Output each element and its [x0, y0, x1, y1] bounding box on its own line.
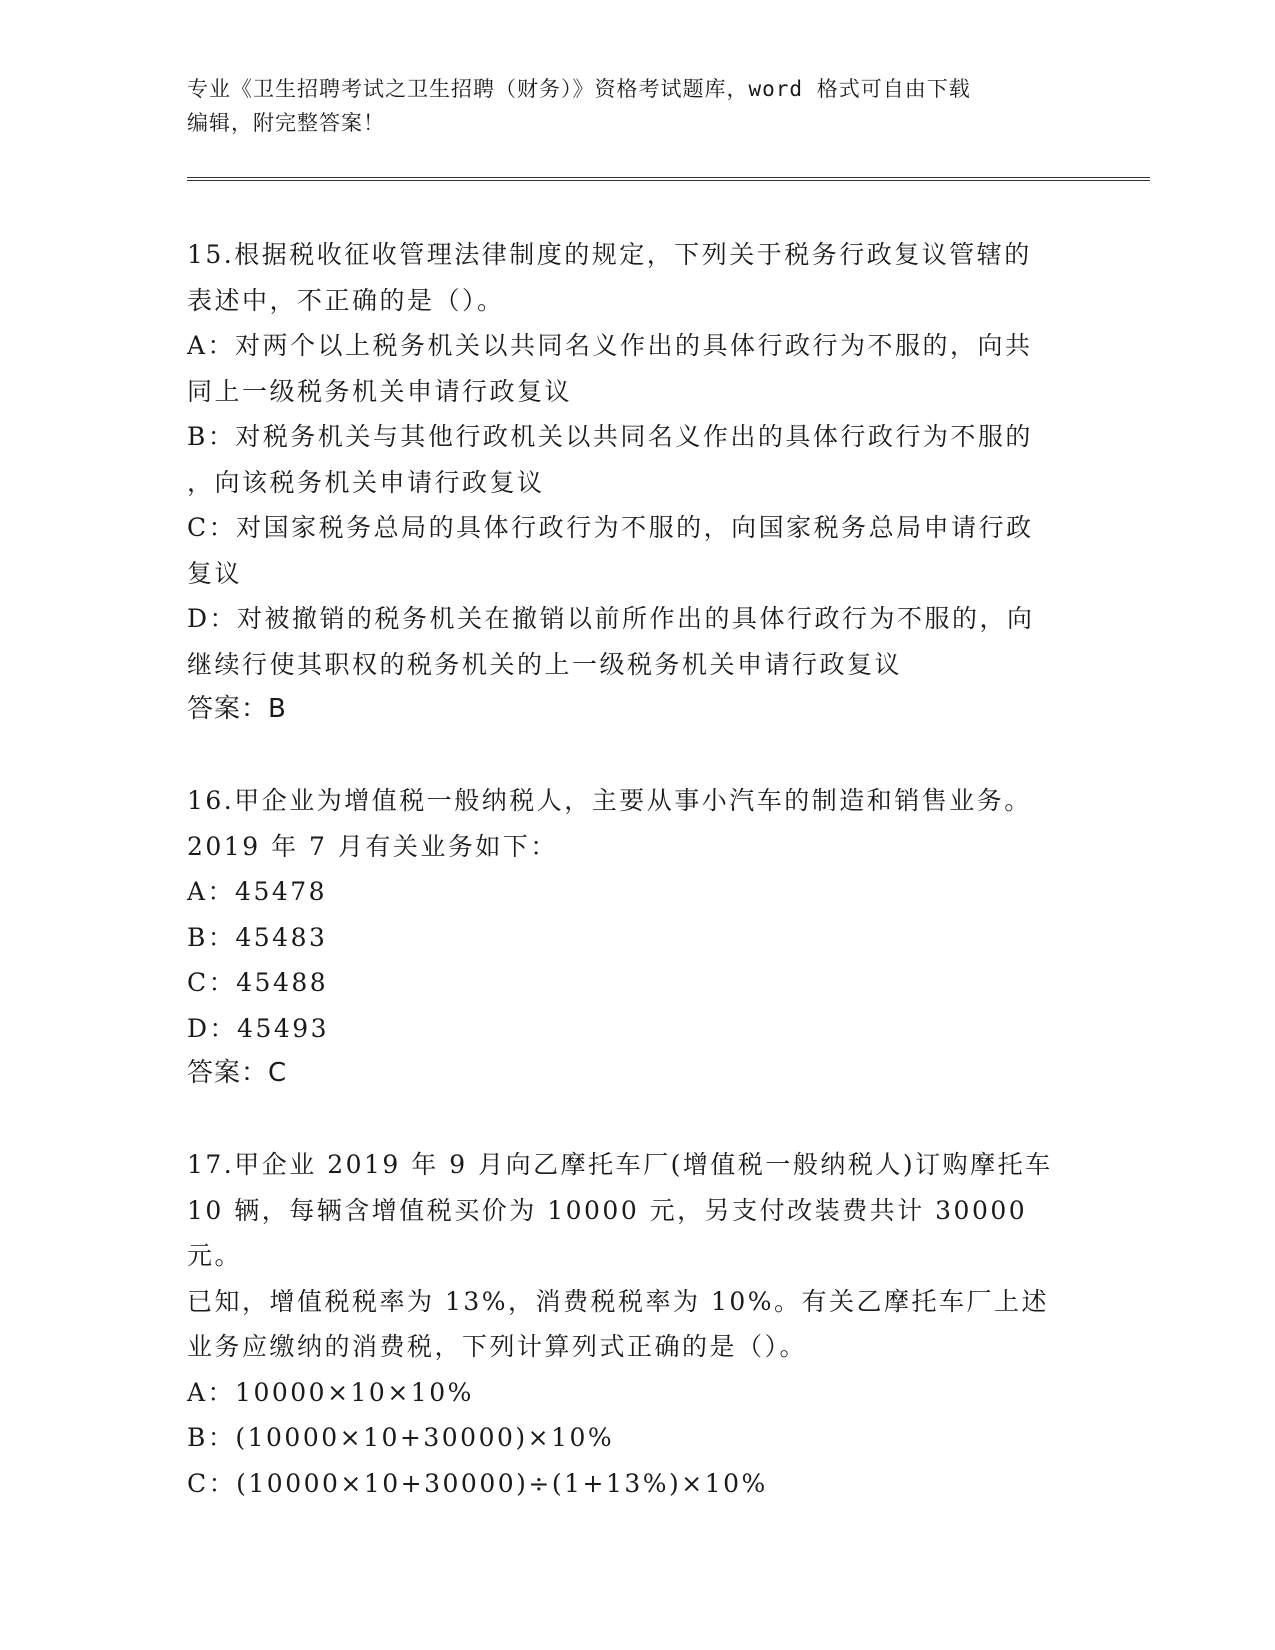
- option-b-line: B：45483: [187, 922, 328, 952]
- answer-label: 答案：B: [187, 694, 287, 724]
- question-stem-line: 2019 年 7 月有关业务如下：: [187, 831, 558, 861]
- question-16: [187, 778, 1087, 1097]
- header-divider: [187, 177, 1150, 181]
- option-c-line: C：45488: [187, 968, 329, 997]
- option-a-line: 同上一级税务机关申请行政复议: [187, 376, 573, 406]
- question-list: [187, 232, 1087, 1506]
- option-b-line: ，向该税务机关申请行政复议: [187, 467, 545, 497]
- option-a-line: A：45478: [187, 877, 328, 906]
- option-b-line: B：对税务机关与其他行政机关以共同名义作出的具体行政行为不服的: [187, 422, 1033, 451]
- question-stem-line: 17.甲企业 2019 年 9 月向乙摩托车厂(增值税一般纳税人)订购摩托车: [187, 1150, 1053, 1179]
- option-b-line: B：(10000×10+30000)×10%: [187, 1423, 615, 1452]
- option-a-line: A：10000×10×10%: [187, 1377, 474, 1407]
- option-c-line: 复议: [187, 558, 243, 588]
- document-header: [187, 72, 1087, 140]
- question-stem-line: 表述中，不正确的是（）。: [187, 285, 505, 315]
- header-line-2: 编辑，附完整答案！: [187, 111, 385, 135]
- option-d-line: D：45493: [187, 1013, 330, 1043]
- header-line-1: 专业《卫生招聘考试之卫生招聘（财务）》资格考试题库，word 格式可自由下载: [187, 77, 971, 101]
- question-stem-line: 16.甲企业为增值税一般纳税人，主要从事小汽车的制造和销售业务。: [187, 786, 1032, 815]
- question-stem-line: 15.根据税收征收管理法律制度的规定，下列关于税务行政复议管辖的: [187, 240, 1032, 269]
- answer-label: 答案：C: [187, 1058, 288, 1088]
- question-spacer: [187, 1097, 1087, 1143]
- question-spacer: [187, 733, 1087, 779]
- question-stem-line: 已知，增值税税率为 13%，消费税税率为 10%。有关乙摩托车厂上述: [187, 1286, 1050, 1316]
- question-stem-line: 10 辆，每辆含增值税买价为 10000 元，另支付改装费共计 30000 元。: [187, 1195, 1028, 1270]
- option-c-line: C：对国家税务总局的具体行政行为不服的，向国家税务总局申请行政: [187, 513, 1034, 542]
- option-a-line: A：对两个以上税务机关以共同名义作出的具体行政行为不服的，向共: [187, 331, 1033, 360]
- option-d-line: D：对被撤销的税务机关在撤销以前所作出的具体行政行为不服的，向: [187, 604, 1035, 633]
- option-d-line: 继续行使其职权的税务机关的上一级税务机关申请行政复议: [187, 649, 903, 679]
- question-stem-line: 业务应缴纳的消费税，下列计算列式正确的是（）。: [187, 1332, 808, 1361]
- question-17: [187, 1142, 1087, 1506]
- question-15: [187, 232, 1087, 733]
- option-c-line: C：(10000×10+30000)÷(1+13%)×10%: [187, 1468, 768, 1498]
